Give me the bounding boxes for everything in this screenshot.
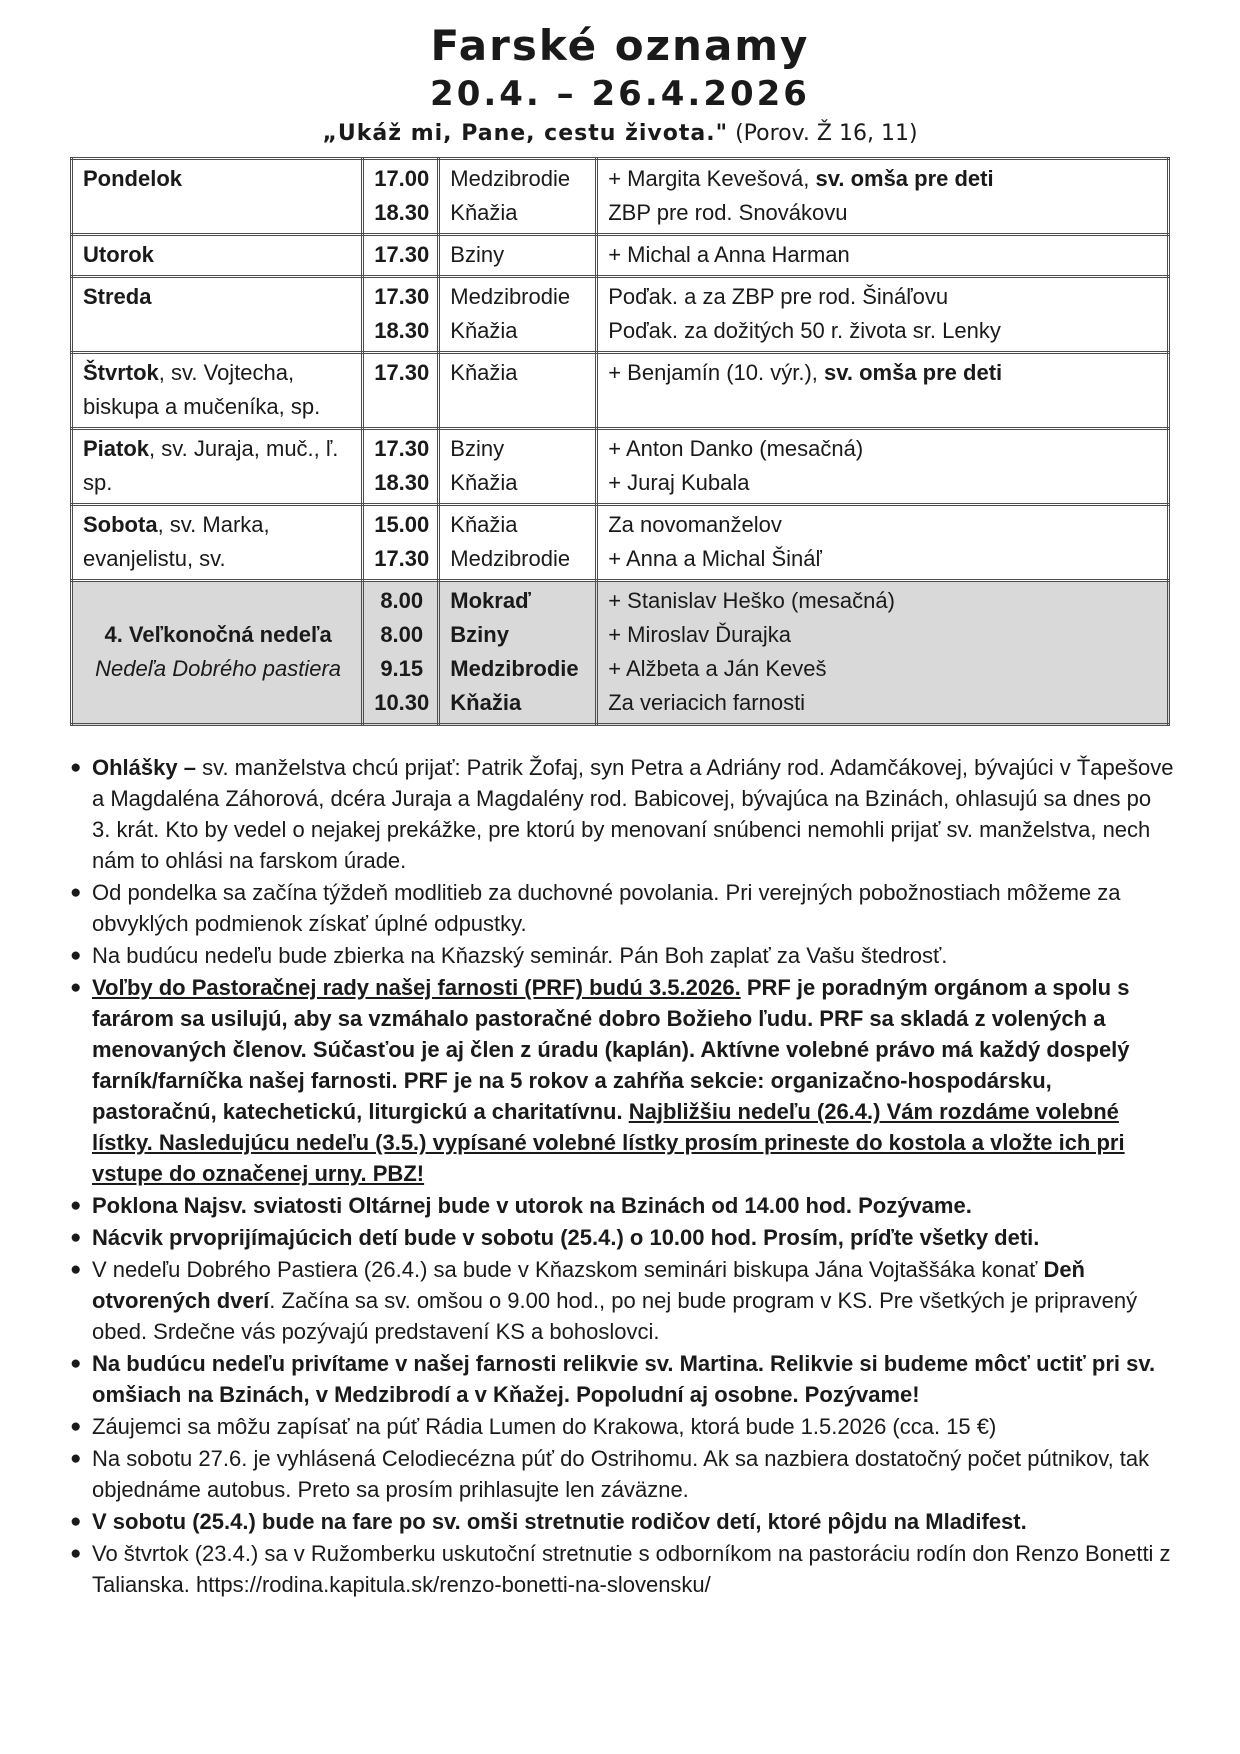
schedule-row (72, 581, 1169, 725)
text-segment: sv. omša pre deti (815, 166, 994, 192)
mass-intention (608, 432, 1159, 466)
text-segment: + Anna a Michal Šináľ (608, 546, 822, 572)
mass-time: 18.30 (374, 470, 430, 496)
mass-time: 8.00 (380, 622, 424, 648)
text-segment: Poďak. za dožitých 50 r. života sr. Lenky (608, 318, 1001, 344)
announcement-item (70, 972, 1174, 1189)
text-segment: Ohlášky – (92, 755, 203, 781)
mass-intention (608, 652, 1159, 686)
time-cell (363, 581, 439, 725)
text-segment: + Juraj Kubala (608, 470, 750, 496)
mass-time: 17.30 (374, 436, 430, 462)
announcement-item (70, 1538, 1174, 1600)
day-cell (72, 353, 363, 429)
text-segment: + Benjamín (10. výr.), (608, 360, 825, 386)
day-cell (72, 235, 363, 277)
bullet-icon: ● (70, 1227, 82, 1249)
mass-intention (608, 466, 1159, 500)
time-cell (363, 277, 439, 353)
mass-place: Kňažia (450, 318, 518, 344)
mass-intention (608, 162, 1159, 196)
text-segment: Od pondelka sa začína týždeň modlitieb za duchovné povolania. Pri verejných pobožnostiach môžeme za obvyklých podmienok získať úplné odpustky. (92, 880, 1121, 937)
text-segment: Na sobotu 27.6. je vyhlásená Celodiecézna púť do Ostrihomu. Ak sa nazbiera dostatočný počet pútnikov, tak objednáme autobus. Preto sa prosím prihlasujte len záväzne. (92, 1446, 1150, 1503)
place-cell (439, 159, 597, 235)
page-title: Farské oznamy (430, 21, 810, 70)
text-segment: + Anton Danko (mesačná) (608, 436, 864, 462)
text-segment: Poklona Najsv. sviatosti Oltárnej bude v utorok na Bzinách od 14.00 hod. Pozývame. (92, 1193, 972, 1219)
schedule-row (72, 277, 1169, 353)
intention-cell (597, 505, 1169, 581)
place-cell (439, 505, 597, 581)
announcement-item (70, 1506, 1174, 1537)
text-segment: V nedeľu Dobrého Pastiera (26.4.) sa bude v Kňazskom seminári biskupa Jána Vojtaššáka konať (92, 1257, 1044, 1283)
scripture-quote (70, 121, 1170, 147)
mass-time: 17.00 (374, 166, 430, 192)
text-segment: ZBP pre rod. Snovákovu (608, 200, 848, 226)
place-cell (439, 581, 597, 725)
schedule-row (72, 429, 1169, 505)
text-segment: + Margita Kevešová, (608, 166, 816, 192)
mass-place: Kňažia (450, 470, 518, 496)
mass-intention (608, 314, 1159, 348)
mass-time: 17.30 (374, 284, 430, 310)
text-segment: Nácvik prvoprijímajúcich detí bude v sobotu (25.4.) o 10.00 hod. Prosím, príďte všetky deti. (92, 1225, 1040, 1251)
mass-place: Medzibrodie (450, 166, 571, 192)
announcement-item (70, 940, 1174, 971)
text-segment: , sv. Vojtecha, biskupa a mučeníka, sp. (83, 360, 321, 420)
document-header (70, 22, 1170, 147)
mass-place: Bziny (450, 436, 505, 462)
day-cell (72, 277, 363, 353)
text-segment: , sv. Marka, evanjelistu, sv. (83, 512, 270, 572)
bullet-icon: ● (70, 1511, 82, 1533)
mass-time: 8.00 (380, 588, 424, 614)
mass-time: 18.30 (374, 318, 430, 344)
mass-schedule-table (70, 157, 1170, 726)
text-segment: 4. Veľkonočná nedeľa (104, 622, 332, 648)
text-segment: sv. manželstva chcú prijať: Patrik Žofaj, syn Petra a Adriány rod. Adamčákovej, bývajúci v Ťapešove a Magdaléna Záhorová, dcéra Juraja a Magdalény rod. Babicovej, bývajúca na Bzinách, ohlasujú sa dnes po 3. krát. Kto by vedel o nejakej prekážke, pre ktorú by menovaní snúbenci nemohli prijať sv. manželstva, nech nám to ohlási na farskom úrade. (92, 755, 1174, 874)
announcement-item (70, 1348, 1174, 1410)
mass-time: 15.00 (374, 512, 430, 538)
mass-time: 17.30 (374, 546, 430, 572)
mass-time: 17.30 (374, 242, 430, 268)
text-segment: Za veriacich farnosti (608, 690, 806, 716)
text-segment: PRF je poradným orgánom a spolu s farárom sa usilujú, aby sa vzmáhalo pastoračné dobro Božieho ľudu. PRF sa skladá z volených a menovaných členov. Súčasťou je aj člen z úradu (kaplán). Aktívne volebné právo má každý dospelý farník/farníčka našej farnosti. PRF je na 5 rokov a zahŕňa sekcie: organizačno-hospodársku, pastoračnú, katechetickú, liturgickú a charitatívnu. (92, 975, 1130, 1125)
text-segment: Na budúcu nedeľu bude zbierka na Kňazský seminár. Pán Boh zaplať za Vašu štedrosť. (92, 943, 948, 969)
bullet-icon: ● (70, 1448, 82, 1470)
text-segment: + Michal a Anna Harman (608, 242, 850, 268)
text-segment: Štvrtok (83, 360, 159, 386)
mass-intention (608, 280, 1159, 314)
bullet-icon: ● (70, 882, 82, 904)
announcement-item (70, 752, 1174, 876)
text-segment: Streda (83, 284, 152, 310)
text-segment: V sobotu (25.4.) bude na fare po sv. omši stretnutie rodičov detí, ktoré pôjdu na Mladifest. (92, 1509, 1027, 1535)
intention-cell (597, 277, 1169, 353)
intention-cell (597, 353, 1169, 429)
mass-intention (608, 356, 1159, 390)
text-segment: Poďak. a za ZBP pre rod. Šináľovu (608, 284, 949, 310)
schedule-row (72, 505, 1169, 581)
day-cell (72, 581, 363, 725)
text-segment: Voľby do Pastoračnej rady našej farnosti (PRF) budú 3.5.2026. (92, 975, 741, 1001)
bullet-icon: ● (70, 1353, 82, 1375)
mass-time: 18.30 (374, 200, 430, 226)
day-cell (72, 159, 363, 235)
text-segment: Deň otvorených dverí (92, 1257, 1085, 1314)
announcement-item (70, 1254, 1174, 1347)
mass-place: Kňažia (450, 200, 518, 226)
quote-reference: (Porov. Ž 16, 11) (735, 121, 918, 147)
time-cell (363, 353, 439, 429)
mass-intention (608, 686, 1159, 720)
schedule-row (72, 235, 1169, 277)
text-segment: . Začína sa sv. omšou o 9.00 hod., po nej bude program v KS. Pre všetkých je pripravený obed. Srdečne vás pozývajú predstavení KS a bohoslovci. (92, 1288, 1138, 1345)
time-cell (363, 429, 439, 505)
mass-intention (608, 508, 1159, 542)
mass-intention (608, 584, 1159, 618)
text-segment: , sv. Juraja, muč., ľ. sp. (83, 436, 339, 496)
mass-time: 9.15 (380, 656, 424, 682)
bullet-icon: ● (70, 945, 82, 967)
intention-cell (597, 429, 1169, 505)
text-segment: Vo štvrtok (23.4.) sa v Ružomberku uskutoční stretnutie s odborníkom na pastoráciu rodín don Renzo Bonetti z Talianska. https://rodina.kapitula.sk/renzo-bonetti-na-slovensku/ (92, 1541, 1171, 1598)
text-segment: + Alžbeta a Ján Keveš (608, 656, 827, 682)
text-segment: Na budúcu nedeľu privítame v našej farnosti relikvie sv. Martina. Relikvie si budeme môcť uctiť pri sv. omšiach na Bzinách, v Medzibrodí a v Kňažej. Popoludní aj osobne. Pozývame! (92, 1351, 1156, 1408)
schedule-row (72, 159, 1169, 235)
announcement-item (70, 1443, 1174, 1505)
announcement-item (70, 1411, 1174, 1442)
schedule-body (72, 159, 1169, 725)
mass-place: Medzibrodie (450, 284, 571, 310)
mass-place: Kňažia (450, 512, 518, 538)
mass-place: Mokraď (450, 588, 531, 614)
text-segment: Sobota (83, 512, 158, 538)
mass-time: 10.30 (374, 690, 430, 716)
time-cell (363, 159, 439, 235)
announcement-item (70, 1222, 1174, 1253)
place-cell (439, 353, 597, 429)
bullet-icon: ● (70, 757, 82, 779)
mass-place: Medzibrodie (450, 656, 579, 682)
intention-cell (597, 581, 1169, 725)
text-segment: Pondelok (83, 166, 183, 192)
mass-place: Bziny (450, 622, 509, 648)
schedule-row (72, 353, 1169, 429)
bullet-icon: ● (70, 1543, 82, 1565)
announcements-list (70, 752, 1174, 1600)
mass-intention (608, 238, 1159, 272)
place-cell (439, 277, 597, 353)
bullet-icon: ● (70, 977, 82, 999)
text-segment: Utorok (83, 242, 154, 268)
text-segment: Piatok (83, 436, 150, 462)
announcement-item (70, 1190, 1174, 1221)
place-cell (439, 235, 597, 277)
text-segment: Za novomanželov (608, 512, 782, 538)
text-segment: + Miroslav Ďurajka (608, 622, 791, 648)
mass-place: Medzibrodie (450, 546, 571, 572)
time-cell (363, 235, 439, 277)
mass-intention (608, 618, 1159, 652)
mass-time: 17.30 (374, 360, 430, 386)
bullet-icon: ● (70, 1416, 82, 1438)
mass-intention (608, 196, 1159, 230)
text-segment: sv. omša pre deti (824, 360, 1003, 386)
bullet-icon: ● (70, 1259, 82, 1281)
place-cell (439, 429, 597, 505)
date-range: 20.4. – 26.4.2026 (430, 74, 810, 115)
text-segment: + Stanislav Heško (mesačná) (608, 588, 895, 614)
mass-intention (608, 542, 1159, 576)
announcement-item (70, 877, 1174, 939)
mass-place: Kňažia (450, 360, 518, 386)
quote-text: „Ukáž mi, Pane, cestu života." (322, 121, 729, 147)
bullet-icon: ● (70, 1195, 82, 1217)
text-segment: Záujemci sa môžu zapísať na púť Rádia Lumen do Krakowa, ktorá bude 1.5.2026 (cca. 15 €) (92, 1414, 997, 1440)
text-segment: Nedeľa Dobrého pastiera (95, 656, 342, 682)
intention-cell (597, 159, 1169, 235)
mass-place: Kňažia (450, 690, 522, 716)
text-segment: Najbližšiu nedeľu (26.4.) Vám rozdáme volebné lístky. Nasledujúcu nedeľu (3.5.) vypísané volebné lístky prosím prineste do kostola a vložte ich pri vstupe do označenej urny. PBZ! (92, 1099, 1125, 1187)
mass-place: Bziny (450, 242, 505, 268)
intention-cell (597, 235, 1169, 277)
day-cell (72, 429, 363, 505)
time-cell (363, 505, 439, 581)
day-cell (72, 505, 363, 581)
